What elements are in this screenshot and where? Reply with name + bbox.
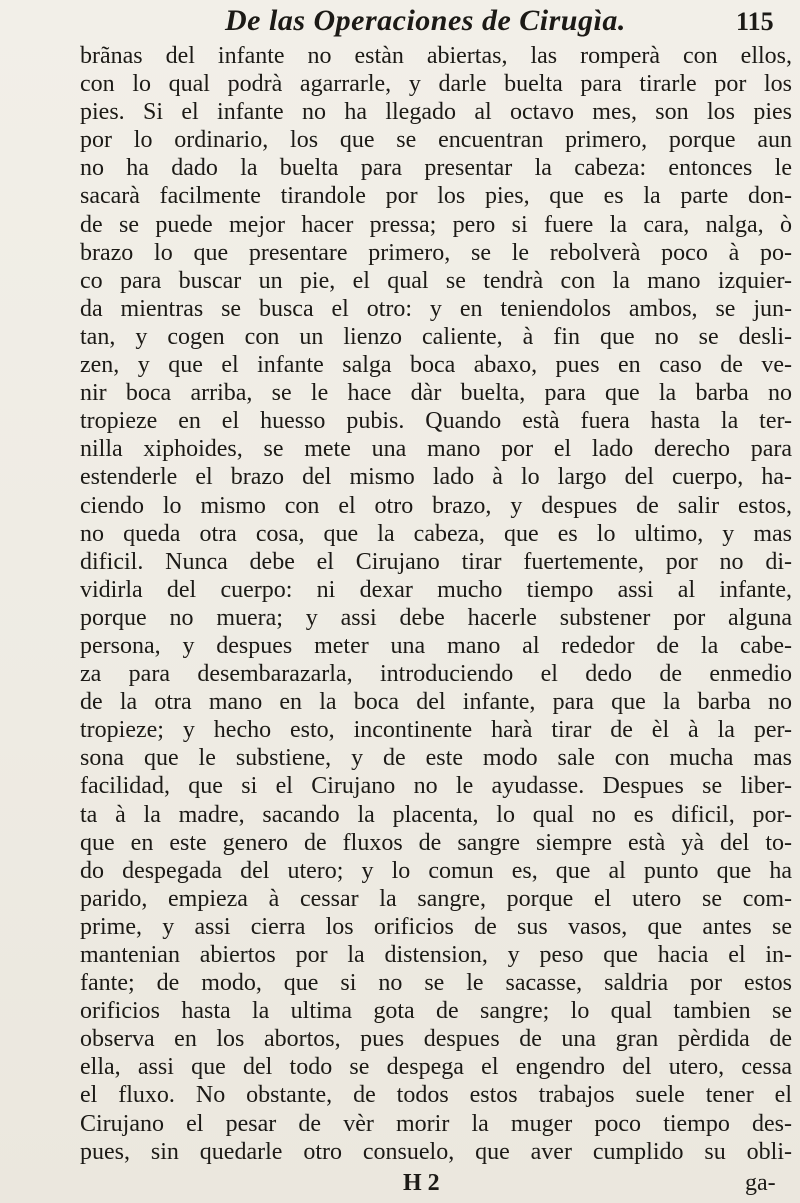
text-line: no ha dado la buelta para presentar la cabeza: entonces le xyxy=(80,155,792,182)
text-line: co para buscar un pie, el qual se tendrà con la mano izquier- xyxy=(80,267,792,294)
text-line: za para desembarazarla, introduciendo el dedo de enmedio xyxy=(80,661,792,688)
text-line: estenderle el brazo del mismo lado à lo largo del cuerpo, ha- xyxy=(80,464,792,491)
text-line: de se puede mejor hacer pressa; pero si fuere la cara, nalga, ò xyxy=(80,211,792,238)
text-line: facilidad, que si el Cirujano no le ayudasse. Despues se liber- xyxy=(80,773,792,800)
text-line: tropieze; y hecho esto, incontinente harà tirar de èl à la per- xyxy=(80,717,792,744)
text-line: brãnas del infante no estàn abiertas, las romperà con ellos, xyxy=(80,43,792,69)
text-line: vidirla del cuerpo: ni dexar mucho tiempo assi al infante, xyxy=(80,576,792,603)
text-line: da mientras se busca el otro: y en teniendolos ambos, se jun- xyxy=(80,295,792,322)
text-line: ciendo lo mismo con el otro brazo, y despues de salir estos, xyxy=(80,492,792,519)
page-footer xyxy=(0,1168,800,1198)
text-line: tan, y cogen con un lienzo caliente, à fin que no se desli- xyxy=(80,323,792,350)
text-line: por lo ordinario, los que se encuentran primero, porque aun xyxy=(80,127,792,154)
signature-mark: H 2 xyxy=(403,1170,440,1196)
text-line: fante; de modo, que si no se le sacasse, saldria por estos xyxy=(80,970,792,997)
text-line: tropieze en el huesso pubis. Quando està fuera hasta la ter- xyxy=(80,408,792,435)
text-line: zen, y que el infante salga boca abaxo, pues en caso de ve- xyxy=(80,352,792,379)
text-line: do despegada del utero; y lo comun es, que al punto que ha xyxy=(80,857,792,884)
text-line: orificios hasta la ultima gota de sangre; lo qual tambien se xyxy=(80,998,792,1025)
text-line: que en este genero de fluxos de sangre siempre està yà del to- xyxy=(80,829,792,856)
text-line: con lo qual podrà agarrarle, y darle buelta para tirarle por los xyxy=(80,71,792,98)
page-number: 115 xyxy=(736,7,774,36)
text-line: ta à la madre, sacando la placenta, lo qual no es dificil, por- xyxy=(80,801,792,828)
text-line: porque no muera; y assi debe hacerle substener por alguna xyxy=(80,604,792,631)
text-line: mantenian abiertos por la distension, y peso que hacia el in- xyxy=(80,942,792,968)
text-line: persona, y despues meter una mano al rededor de la cabe- xyxy=(80,632,792,659)
text-line: nilla xiphoides, se mete una mano por el lado derecho para xyxy=(80,436,792,463)
text-line: Cirujano el pesar de vèr morir la muger poco tiempo des- xyxy=(80,1110,792,1137)
catchword: ga- xyxy=(745,1170,776,1196)
page-header xyxy=(0,4,800,42)
text-line: sona que le substiene, y de este modo sale con mucha mas xyxy=(80,745,792,772)
text-line: nir boca arriba, se le hace dàr buelta, para que la barba no xyxy=(80,380,792,407)
text-line: pies. Si el infante no ha llegado al octavo mes, son los pies xyxy=(80,99,792,126)
body-text xyxy=(80,42,792,1166)
text-line: ella, assi que del todo se despega el engendro del utero, cessa xyxy=(80,1054,792,1081)
text-line: de la otra mano en la boca del infante, para que la barba no xyxy=(80,689,792,716)
text-line: no queda otra cosa, que la cabeza, que es lo ultimo, y mas xyxy=(80,520,792,547)
text-line: prime, y assi cierra los orificios de sus vasos, que antes se xyxy=(80,913,792,940)
text-line: brazo lo que presentare primero, se le rebolverà poco à po- xyxy=(80,239,792,266)
text-line: pues, sin quedarle otro consuelo, que aver cumplido su obli- xyxy=(80,1138,792,1165)
text-line: sacarà facilmente tirandole por los pies, que es la parte don- xyxy=(80,183,792,210)
text-line: parido, empieza à cessar la sangre, porque el utero se com- xyxy=(80,885,792,912)
running-title: De las Operaciones de Cirugìa. xyxy=(225,4,626,37)
text-line: dificil. Nunca debe el Cirujano tirar fuertemente, por no di- xyxy=(80,548,792,575)
text-line: el fluxo. No obstante, de todos estos trabajos suele tener el xyxy=(80,1082,792,1109)
text-line: observa en los abortos, pues despues de una gran pèrdida de xyxy=(80,1026,792,1053)
